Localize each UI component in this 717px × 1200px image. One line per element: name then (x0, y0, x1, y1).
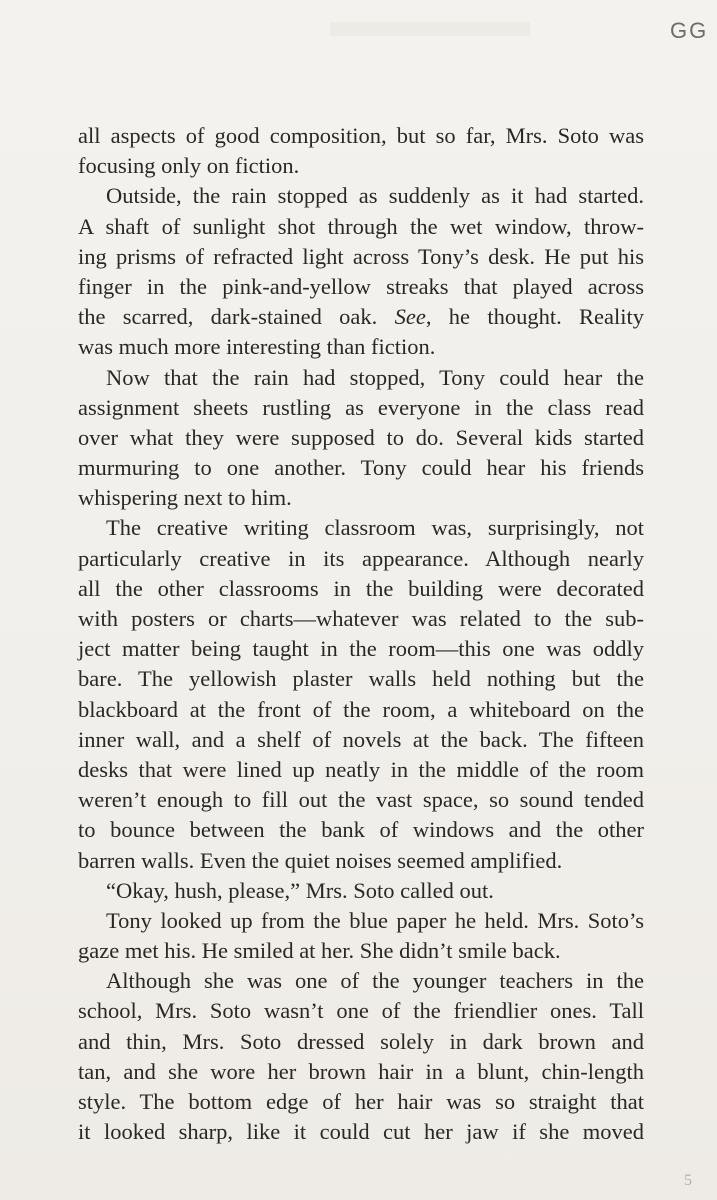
text-line: particularly creative in its appearance. Although nearly (78, 545, 644, 571)
bleed-through-shadow (330, 22, 530, 36)
text-line: focusing only on fiction. (78, 153, 300, 179)
text-line: barren walls. Even the quiet noises seemed amplified. (78, 847, 563, 873)
text-line: weren’t enough to fill out the vast space, so sound tended (78, 787, 644, 813)
text-line: to bounce between the bank of windows and the other (78, 817, 644, 843)
text-line: Now that the rain had stopped, Tony could hear the (106, 364, 644, 390)
text-line: blackboard at the front of the room, a whiteboard on the (78, 696, 644, 722)
text-line: all aspects of good composition, but so far, Mrs. Soto was (78, 123, 644, 148)
text-line: Tony looked up from the blue paper he held. Mrs. Soto’s (106, 907, 644, 933)
text-line: A shaft of sunlight shot through the wet window, throw- (78, 213, 644, 239)
text-line: tan, and she wore her brown hair in a blunt, chin-length (78, 1058, 644, 1084)
text-line: murmuring to one another. Tony could hear his friends (78, 455, 644, 481)
text-line: gaze met his. He smiled at her. She didn’t smile back. (78, 938, 561, 964)
text-line: style. The bottom edge of her hair was so straight that (78, 1089, 644, 1114)
text-line: desks that were lined up neatly in the middle of the room (78, 756, 644, 782)
text-line: Although she was one of the younger teachers in the (106, 968, 644, 994)
text-line: whispering next to him. (78, 485, 292, 511)
text-line: it looked sharp, like it could cut her jaw if she moved (78, 1119, 644, 1145)
page-number: 5 (684, 1172, 692, 1189)
text-line: school, Mrs. Soto wasn’t one of the friendlier ones. Tall (78, 998, 644, 1024)
text-line: the scarred, dark-stained oak. See, he thought. Reality (78, 304, 644, 330)
text-line: Outside, the rain stopped as suddenly as it had started. (106, 183, 644, 209)
text-line: assignment sheets rustling as everyone in the class read (78, 394, 644, 420)
text-line: finger in the pink-and-yellow streaks that played across (78, 273, 644, 299)
text-line: bare. The yellowish plaster walls held nothing but the (78, 666, 644, 692)
text-line: inner wall, and a shelf of novels at the back. The fifteen (78, 726, 644, 752)
text-line: The creative writing classroom was, surprisingly, not (106, 515, 644, 541)
running-head: GG (670, 18, 709, 43)
text-line: and thin, Mrs. Soto dressed solely in dark brown and (78, 1028, 644, 1054)
text-line: ject matter being taught in the room—this one was oddly (78, 636, 644, 662)
text-line: over what they were supposed to do. Several kids started (78, 424, 644, 450)
text-line: “Okay, hush, please,” Mrs. Soto called out. (106, 877, 494, 903)
text-line: ing prisms of refracted light across Tony’s desk. He put his (78, 243, 644, 269)
emphasis: See (394, 304, 426, 330)
body-text (78, 121, 644, 1147)
text-line: all the other classrooms in the building were decorated (78, 575, 644, 601)
text-line: with posters or charts—whatever was related to the sub- (78, 606, 644, 631)
text-line: was much more interesting than fiction. (78, 334, 436, 360)
